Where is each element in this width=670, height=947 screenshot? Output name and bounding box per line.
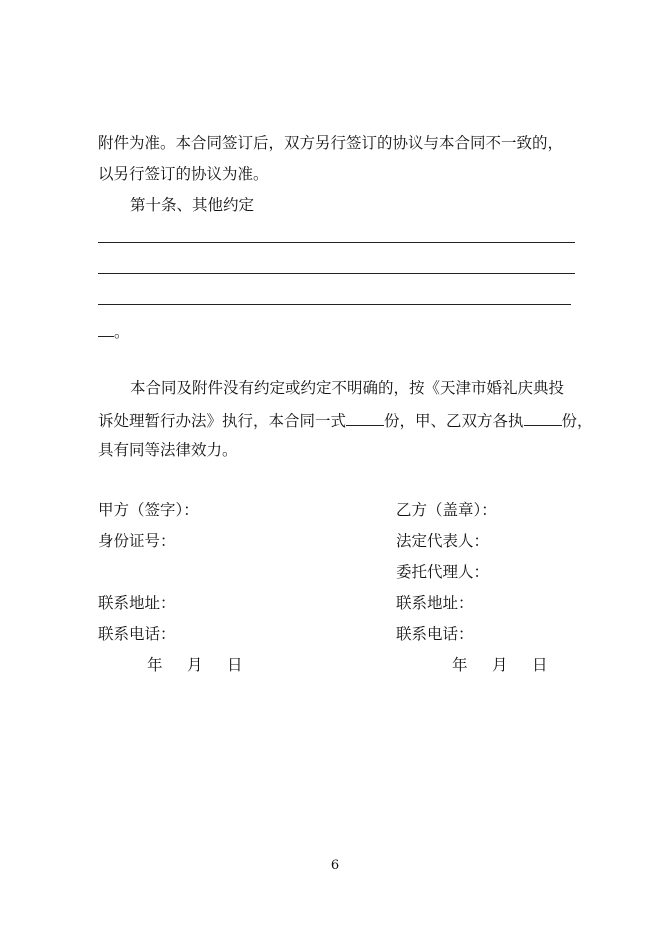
closing-line-2-part-b: 份，甲、乙双方各执: [384, 412, 524, 430]
party-b-address-label: 联系地址：: [396, 594, 474, 612]
party-b-date-month: 月: [492, 656, 508, 674]
party-b-phone-label: 联系电话：: [396, 625, 474, 643]
party-a-date-year: 年: [147, 656, 163, 674]
fill-in-line-3: [98, 304, 571, 305]
closing-line-2-part-c: 份，: [561, 412, 593, 430]
party-a-date-month: 月: [187, 656, 203, 674]
copies-each-blank: [524, 409, 562, 426]
closing-line-2: [98, 409, 593, 431]
party-a-id-label: 身份证号：: [98, 532, 176, 550]
party-b-agent-label: 委托代理人：: [396, 563, 490, 581]
party-b-seal-label: 乙方（盖章）：: [396, 501, 497, 519]
copies-total-blank: [346, 409, 384, 426]
party-a-sign-label: 甲方（签字）：: [98, 501, 199, 519]
fill-in-line-2: [98, 273, 575, 274]
paragraph-line-1: 附件为准。本合同签订后，双方另行签订的协议与本合同不一致的，: [98, 134, 564, 152]
fill-in-line-4: [98, 320, 130, 342]
article-ten-heading: 第十条、其他约定: [130, 196, 255, 214]
paragraph-line-2: 以另行签订的协议为准。: [98, 165, 269, 183]
closing-line-1: 本合同及附件没有约定或约定不明确的，按《天津市婚礼庆典投: [130, 379, 565, 397]
fill-in-line-1: [98, 242, 575, 243]
party-a-date-day: 日: [227, 656, 243, 674]
party-a-phone-label: 联系电话：: [98, 625, 176, 643]
party-b-date-day: 日: [532, 656, 548, 674]
article-ten-tail: 。: [114, 323, 130, 341]
page-number: 6: [330, 858, 340, 873]
closing-line-2-part-a: 诉处理暂行办法》执行，本合同一式: [98, 412, 347, 430]
party-a-address-label: 联系地址：: [98, 594, 176, 612]
short-blank: [98, 320, 114, 337]
party-b-legal-rep-label: 法定代表人：: [396, 532, 490, 550]
party-b-date-year: 年: [452, 656, 468, 674]
closing-line-3: 具有同等法律效力。: [98, 441, 238, 459]
